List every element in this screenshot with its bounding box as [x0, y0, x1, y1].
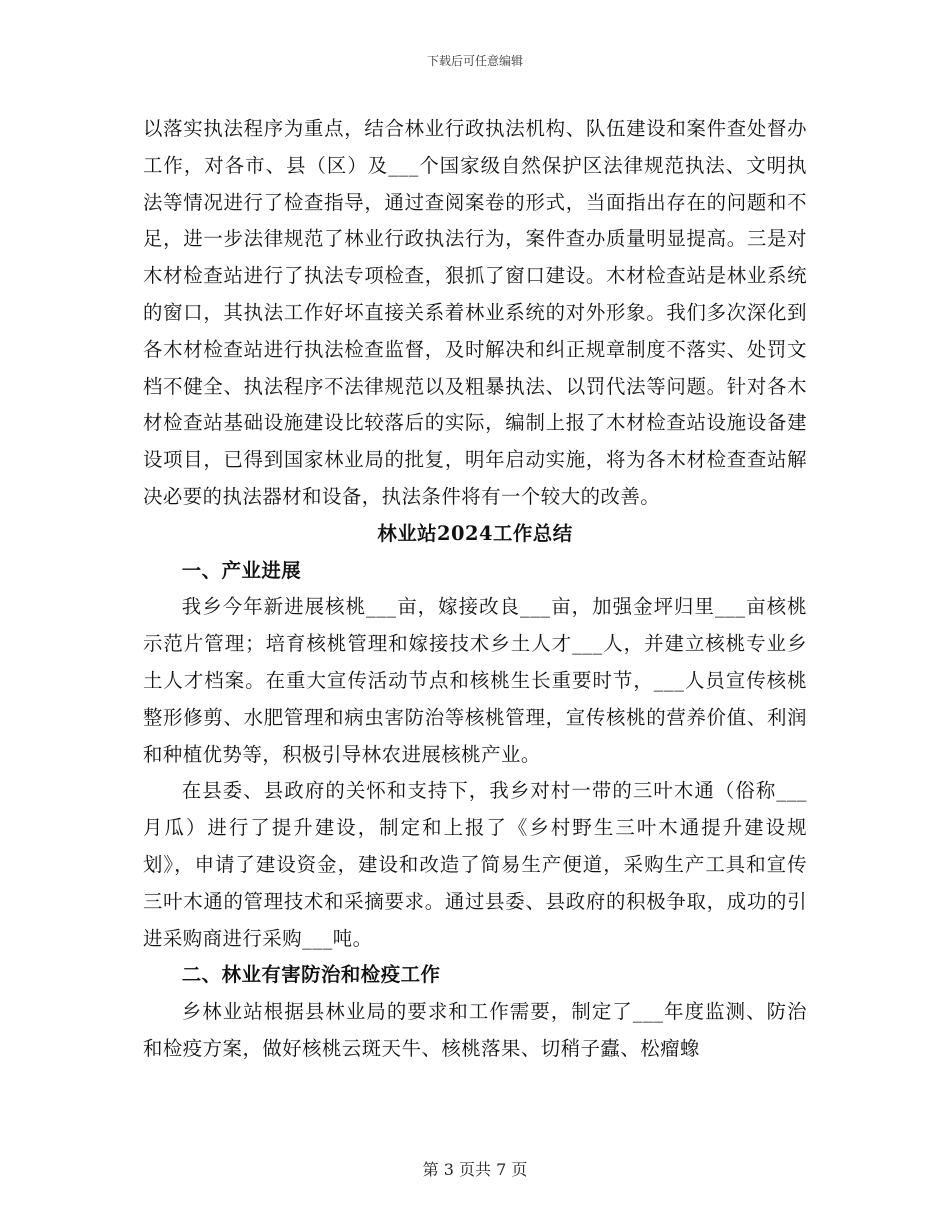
- paragraph-pest-control: 乡林业站根据县林业局的要求和工作需要，制定了___年度监测、防治和检疫方案，做好核桃云斑天牛、核桃落果、切稍子蠹、松瘤蟓: [143, 1000, 807, 1060]
- page-footer: 第 3 页共 7 页: [422, 1160, 528, 1179]
- page-header: 下载后可任意编辑: [426, 54, 523, 68]
- paragraph-walnut: 我乡今年新进展核桃___亩，嫁接改良___亩，加强金坪归里___亩核桃示范片管理；培育核桃管理和嫁接技术乡土人才___人，并建立核桃专业乡土人才档案。在重大宣传活动节点和核桃生长重要时节，___人员宣传核桃整形修剪、水肥管理和病虫害防治等核桃管理，宣传核桃的营养价值、利润和种植优势等，积极引导林农进展核桃产业。: [143, 595, 807, 766]
- section-heading-pest-control: 二、林业有害防治和检疫工作: [181, 963, 441, 987]
- paragraph-akebia: 在县委、县政府的关怀和支持下，我乡对村一带的三叶木通（俗称___月瓜）进行了提升建设，制定和上报了《乡村野生三叶木通提升建设规划》，申请了建设资金，建设和改造了简易生产便道，采购生产工具和宣传三叶木通的管理技术和采摘要求。通过县委、县政府的积极争取，成功的引进采购商进行采购___吨。: [143, 779, 807, 950]
- paragraph-enforcement: 以落实执法程序为重点，结合林业行政执法机构、队伍建设和案件查处督办工作，对各市、县（区）及___个国家级自然保护区法律规范执法、文明执法等情况进行了检查指导，通过查阅案卷的形式，当面指出存在的问题和不足，进一步法律规范了林业行政执法行为，案件查办质量明显提高。三是对木材检查站进行了执法专项检查，狠抓了窗口建设。木材检查站是林业系统的窗口，其执法工作好坏直接关系着林业系统的对外形象。我们多次深化到各木材检查站进行执法检查监督，及时解决和纠正规章制度不落实、处罚文档不健全、执法程序不法律规范以及粗暴执法、以罚代法等问题。针对各木材检查站基础设施建设比较落后的实际，编制上报了木材检查站设施设备建设项目，已得到国家林业局的批复，明年启动实施，将为各木材检查查站解决必要的执法器材和设备，执法条件将有一个较大的改善。: [143, 117, 807, 508]
- document-title: 林业站2024工作总结: [377, 521, 573, 545]
- section-heading-industry: 一、产业进展: [181, 558, 302, 582]
- document-body: [143, 111, 807, 1068]
